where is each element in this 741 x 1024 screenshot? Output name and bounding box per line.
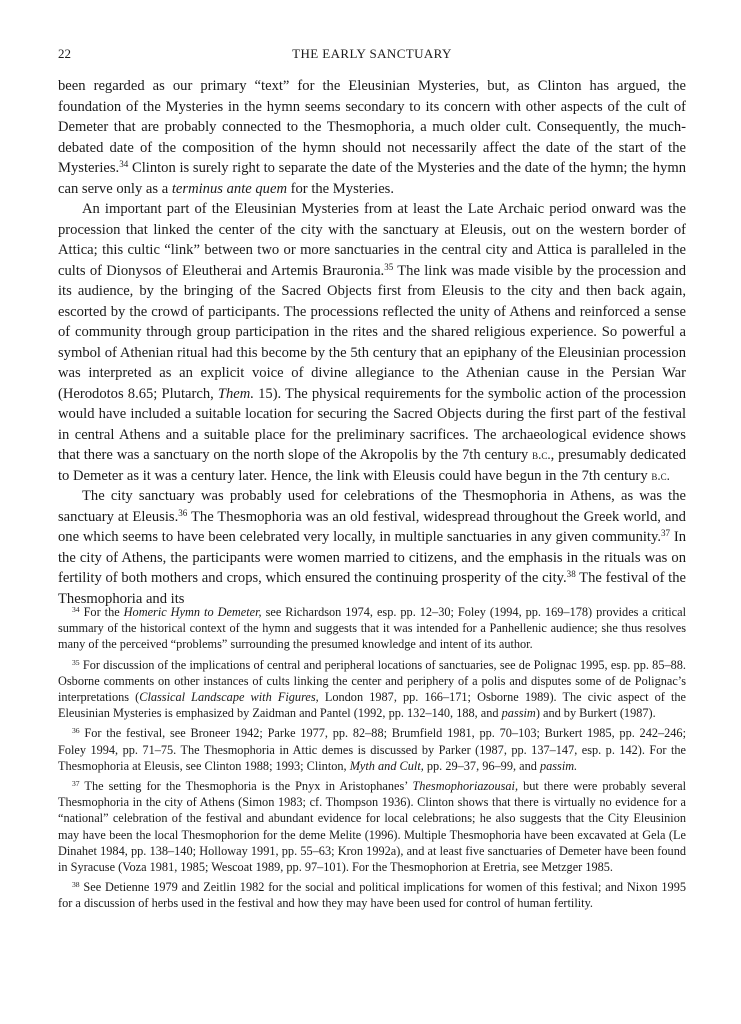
italic-text: passim.	[539, 758, 578, 773]
text-run: The city sanctuary was probably used for celebrations of the Thesmophoria in Athens, as was the sanctuary at Eleusis.	[58, 488, 686, 525]
body-paragraph	[58, 486, 686, 609]
running-title: THE EARLY SANCTUARY	[292, 46, 452, 61]
italic-text: Homeric Hymn to Demeter,	[123, 605, 262, 619]
note-ref: 34	[72, 604, 80, 614]
note-ref: 37	[661, 528, 671, 539]
text-run: The Thesmophoria was an old festival, widespread throughout the Greek world, and one which seems to have been celebrated very locally, in multiple sanctuaries in any given community.	[58, 508, 686, 545]
note-ref: 34	[119, 159, 129, 170]
footnote	[58, 879, 686, 911]
text-run: For the festival, see Broneer 1942; Parke 1977, pp. 82–88; Brumfield 1981, pp. 70–103; Burkert 1985, pp. 242–246; Foley 1994, pp. 71–75. The Thesmophoria in Attic demes is discussed by Parker (1987, pp. 137–147, esp. p. 142). For the Thesmophoria at Eleusis, see Clinton 1988; 1993; Clinton,	[58, 726, 686, 773]
text-run: but there were probably several Thesmophoria in the city of Athens (Simon 1983; cf. Thompson 1936). Clinton shows that there is virtually no evidence for a “national” celebration of the festival and abundant evidence for local celebrations; he also suggests that the City Eleusinion may have been the local Thesmophorion for the deme Melite (1996). Multiple Thesmophoria have been excavated at Gela (Le Dinahet 1984, pp. 138–140; Holloway 1991, pp. 55–63; Kron 1992a), and at least five sanctuaries of Demeter have been found in Syracuse (Voza 1981, 1985; Wescoat 1989, pp. 97–101). For the Thesmophorion at Eretria, see Metzger 1985.	[58, 779, 686, 875]
text-run: For the	[79, 605, 124, 619]
note-ref: 37	[72, 778, 80, 788]
text-run: 15). The physical requirements for the symbolic action of the procession would have included a suitable location for securing the Sacred Objects during the first part of the festival in central Athens and a suitable place for the preliminary sacrifices. The archaeological evidence shows that there was a sanctuary on the north slope of the Akropolis by the 7th century	[58, 385, 687, 463]
text-run: London 1987, pp. 166–171; Osborne 1989). The civic aspect of the Eleusinian Mysteries is emphasized by Zaidman and Pantel (1992, pp. 132–140, 188, and	[58, 690, 687, 721]
page-header	[58, 44, 686, 64]
page-number: 22	[58, 46, 71, 61]
italic-text: passim	[501, 706, 536, 721]
text-run: The setting for the Thesmophoria is the Pnyx in Aristophanes’	[79, 779, 413, 794]
text-run: Clinton is surely right to separate the date of the Mysteries and the date of the hymn; the hymn can serve only as a	[58, 160, 686, 197]
italic-text: Myth and Cult,	[349, 758, 424, 773]
body-text	[58, 76, 686, 609]
italic-text: Classical Landscape with Figures,	[139, 690, 319, 705]
text-run: for the Mysteries.	[287, 180, 394, 197]
text-run: See Detienne 1979 and Zeitlin 1982 for the social and political implications for women of this festival; and Nixon 1995 for a discussion of herbs used in the festival and how they may have been used for control of human fertility.	[58, 880, 686, 911]
body-paragraph	[58, 76, 686, 199]
footnote	[58, 778, 686, 875]
text-run: ) and by Burkert (1987).	[535, 706, 656, 721]
text-run: , presumably dedicated to Demeter as it was a century later. Hence, the link with Eleusis could have begun in the 7th century	[58, 447, 686, 484]
text-run: An important part of the Eleusinian Mysteries from at least the Late Archaic period onward was the procession that linked the center of the city with the sanctuary at Eleusis, out on the western border of Attica; this cultic “link” between two or more sanctuaries in the central city and Attica is paralleled in the cults of Dionysos of Eleutherai and Artemis Brauronia.	[58, 201, 686, 279]
italic-text: terminus ante quem	[171, 180, 287, 197]
footnotes	[58, 604, 686, 916]
note-ref: 35	[72, 657, 80, 667]
small-caps-text: b.c.	[532, 447, 551, 462]
body-paragraph	[58, 199, 686, 486]
note-ref: 38	[72, 880, 80, 890]
note-ref: 38	[566, 569, 576, 580]
note-ref: 36	[72, 726, 80, 736]
text-run: The festival of the Thesmophoria and its	[58, 570, 686, 607]
note-ref: 36	[178, 507, 188, 518]
note-ref: 35	[384, 261, 394, 272]
small-caps-text: b.c.	[651, 467, 670, 483]
text-run: For discussion of the implications of central and peripheral locations of sanctuaries, see de Polignac 1995, esp. pp. 85–88. Osborne comments on other instances of cults linking the center and periphery of a polis and disputes some of de Polignac’s interpretations (	[58, 657, 686, 705]
text-run: pp. 29–37, 96–99, and	[423, 758, 540, 773]
text-run: see Richardson 1974, esp. pp. 12–30; Foley (1994, pp. 169–178) provides a critical summary of the historical context of the hymn and suggests that it was intended for a Panhellenic audience; she thus resolves many of the perceived “problems” surrounding the presumed knowledge and intent of its author.	[58, 605, 687, 652]
text-run: been regarded as our primary “text” for the Eleusinian Mysteries, but, as Clinton has argued, the foundation of the Mysteries in the hymn seems secondary to its concern with other aspects of the cult of Demeter that are probably connected to the Thesmophoria, a much older cult. Consequently, the much-debated date of the composition of the hymn should not necessarily affect the date of the start of the Mysteries.	[58, 78, 686, 176]
text-run: In the city of Athens, the participants were women married to citizens, and the emphasis in the rituals was on fertility of both mothers and crops, which ensured the continuing prosperity of the city.	[58, 529, 687, 586]
footnote	[58, 657, 686, 722]
italic-text: Thesmophoriazousai,	[412, 779, 519, 794]
italic-text: Them.	[217, 385, 254, 402]
footnote	[58, 604, 686, 653]
text-run: The link was made visible by the procession and its audience, by the bringing of the Sacred Objects first from Eleusis to the city and then back again, escorted by the crowd of participants. The processions reflected the unity of Athens and reinforced a sense of community through group participation in the rites and the shared religious experience. So powerful a symbol of Athenian ritual had this become by the 5th century that an epiphany of the Eleusinian procession was interpreted as an explicit voice of divine allegiance to the Athenian cause in the Persian War (Herodotos 8.65; Plutarch,	[58, 262, 686, 402]
footnote	[58, 725, 686, 774]
